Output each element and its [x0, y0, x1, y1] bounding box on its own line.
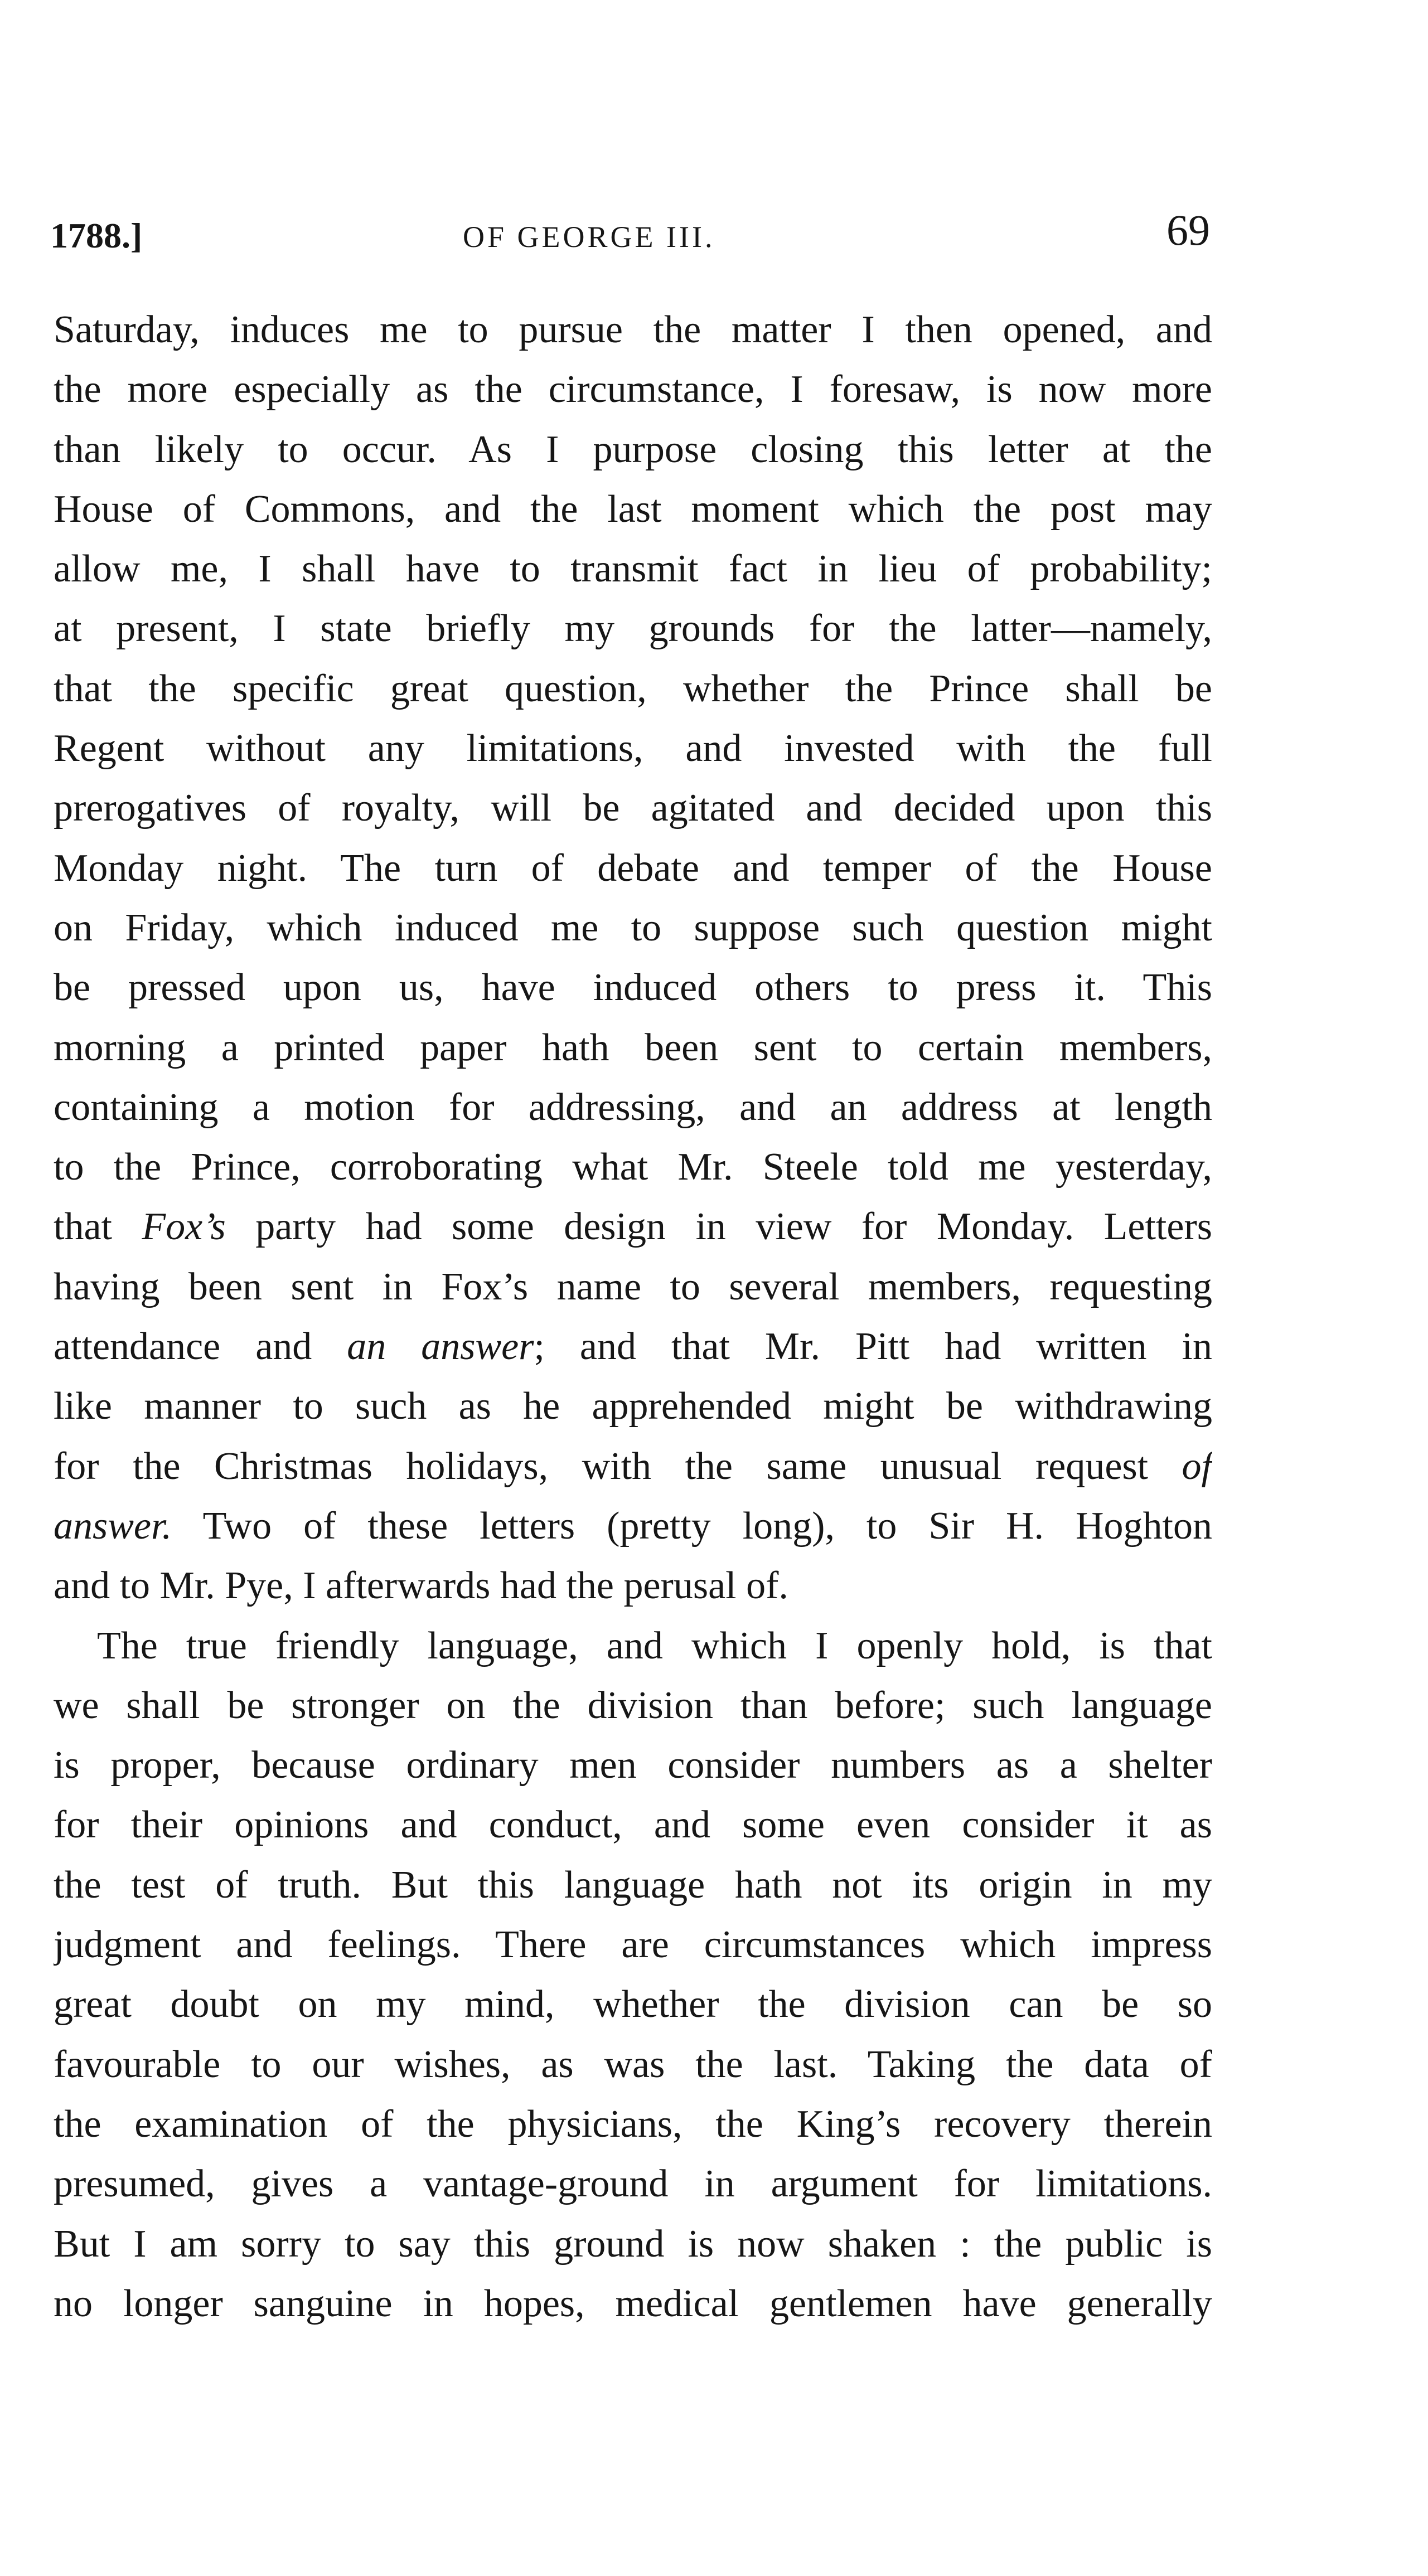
text-line: morning a printed paper hath been sent to certain members, [54, 1026, 1212, 1069]
running-head [50, 205, 1210, 266]
text-line: that the specific great question, whether the Prince shall be [54, 667, 1212, 710]
text-line: Saturday, induces me to pursue the matter I then opened, and [54, 308, 1212, 351]
text-line: judgment and feelings. There are circumstances which impress [54, 1923, 1212, 1967]
text-run: Two of these letters (pretty long), to Sir H. Hoghton [171, 1504, 1212, 1547]
text-line: for their opinions and conduct, and some even consider it as [54, 1803, 1212, 1847]
text-run: party had some design in view for Monday. Letters [225, 1205, 1212, 1249]
running-head-year: 1788.] [50, 216, 143, 255]
text-line: Monday night. The turn of debate and temper of the House [54, 846, 1212, 890]
text-line: than likely to occur. As I purpose closing this letter at the [54, 428, 1212, 471]
text-run: ; and that Mr. Pitt had written in [534, 1325, 1212, 1369]
text-line: favourable to our wishes, as was the last. Taking the data of [54, 2043, 1212, 2086]
text-line: be pressed upon us, have induced others to press it. This [54, 966, 1212, 1010]
text-line: allow me, I shall have to transmit fact in lieu of probability; [54, 547, 1212, 591]
text-run: that [54, 1205, 142, 1249]
text-run: attendance and [54, 1325, 347, 1369]
text-line: the more especially as the circumstance, I foresaw, is now more [54, 368, 1212, 411]
italic-run: of [1182, 1444, 1212, 1488]
text-line: But I am sorry to say this ground is now shaken : the public is [54, 2222, 1212, 2265]
running-head-title: OF GEORGE III. [463, 220, 715, 254]
italic-run: answer. [54, 1504, 172, 1547]
text-run: for the Christmas holidays, with the same unusual request [54, 1444, 1182, 1488]
text-line: containing a motion for addressing, and an address at length [54, 1085, 1212, 1129]
text-line: the examination of the physicians, the King’s recovery therein [54, 2102, 1212, 2146]
body-text [54, 300, 1212, 2334]
text-line-with-italic [54, 1317, 1212, 1376]
page-number: 69 [1166, 206, 1210, 254]
text-line: to the Prince, corroborating what Mr. Steele told me yesterday, [54, 1146, 1212, 1189]
paragraph-start-line: The true friendly language, and which I openly hold, is that [97, 1624, 1212, 1667]
text-line: like manner to such as he apprehended might be withdrawing [54, 1385, 1212, 1428]
paragraph-end-line: and to Mr. Pye, I afterwards had the perusal of. [54, 1564, 788, 1608]
text-line: House of Commons, and the last moment which the post may [54, 487, 1212, 531]
text-line-with-italic [54, 1197, 1212, 1257]
text-line: on Friday, which induced me to suppose such question might [54, 906, 1212, 949]
text-line: at present, I state briefly my grounds for the latter—namely, [54, 607, 1212, 651]
text-line: presumed, gives a vantage-ground in argument for limitations. [54, 2162, 1212, 2206]
text-line: we shall be stronger on the division than before; such language [54, 1684, 1212, 1727]
text-line: is proper, because ordinary men consider numbers as a shelter [54, 1744, 1212, 1787]
italic-run: an answer [347, 1325, 534, 1369]
text-line: great doubt on my mind, whether the division can be so [54, 1983, 1212, 2026]
text-line: the test of truth. But this language hath not its origin in my [54, 1863, 1212, 1906]
text-line: no longer sanguine in hopes, medical gentlemen have generally [54, 2282, 1212, 2325]
text-line-with-italic [54, 1496, 1212, 1556]
italic-run: Fox’s [142, 1205, 226, 1249]
text-line: Regent without any limitations, and invested with the full [54, 727, 1212, 770]
text-line-with-italic [54, 1437, 1212, 1496]
text-line: having been sent in Fox’s name to several members, requesting [54, 1265, 1212, 1308]
text-line: prerogatives of royalty, will be agitated and decided upon this [54, 787, 1212, 830]
